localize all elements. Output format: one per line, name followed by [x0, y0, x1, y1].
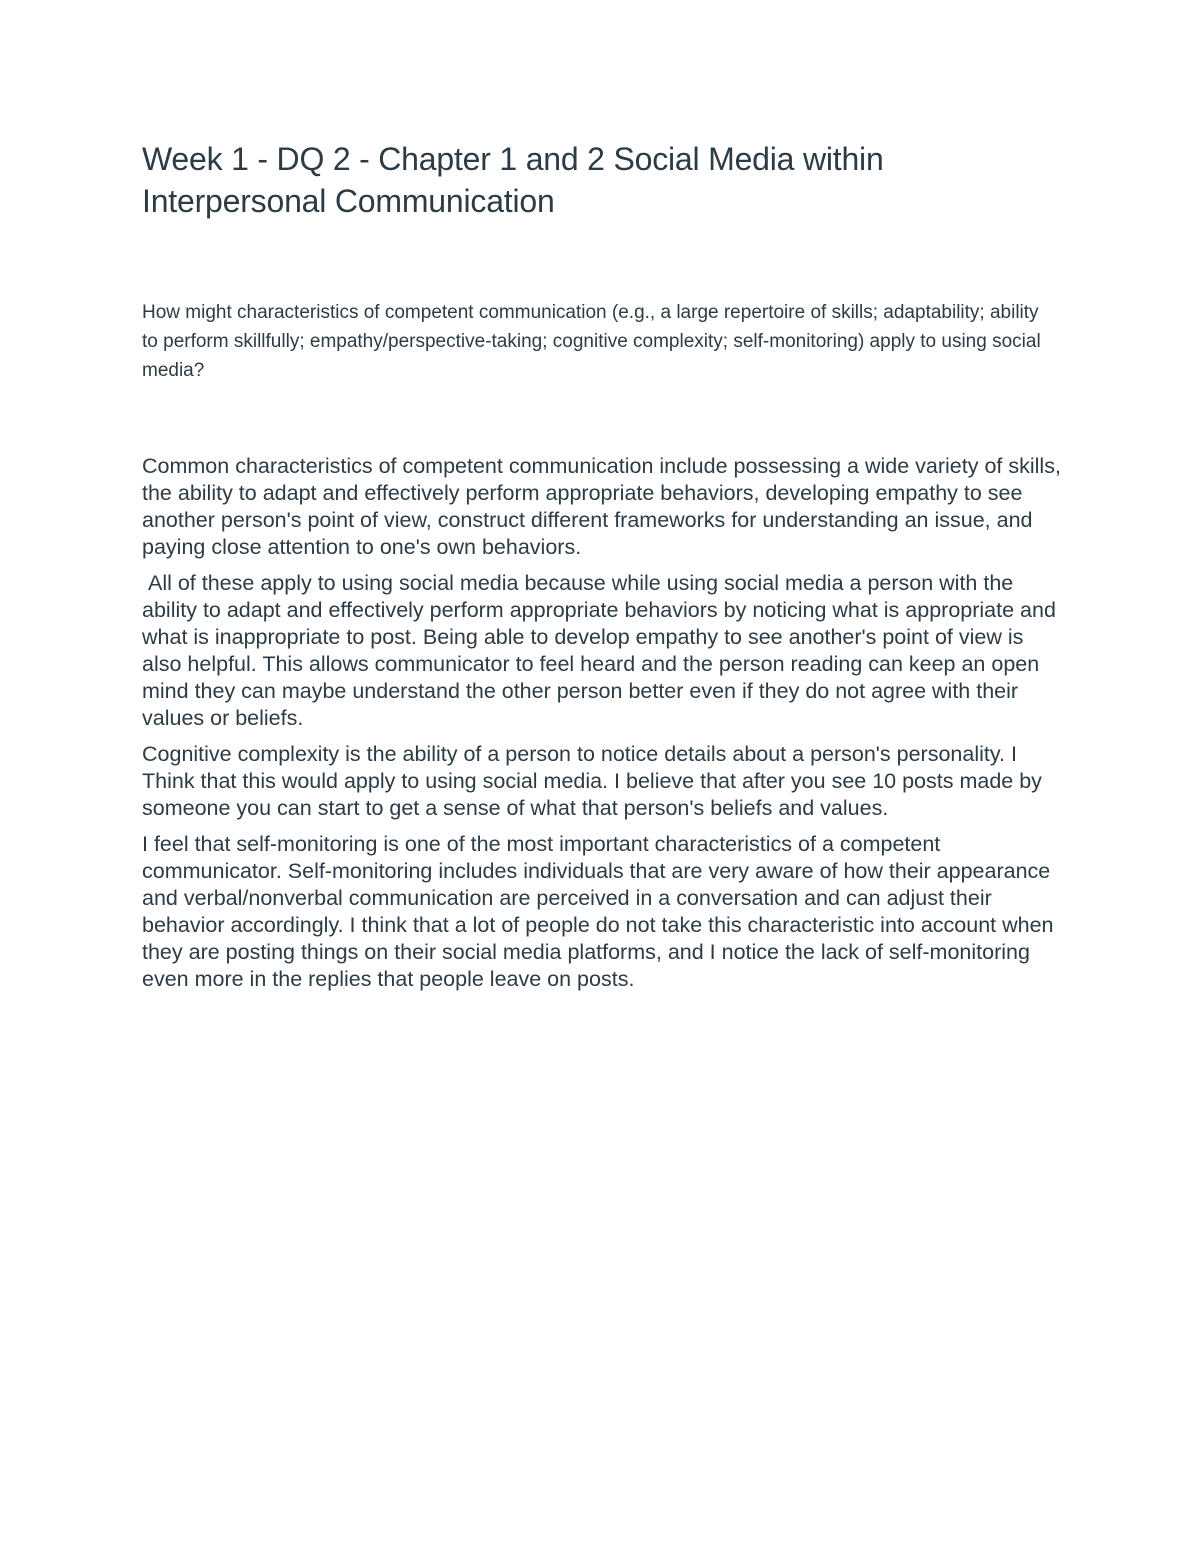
discussion-question: How might characteristics of competent communication (e.g., a large repertoire of skills; adaptability; ability to perform skillfully; empathy/perspective-taking; cognitive complexity; self-monitoring) apply to using social media?: [142, 302, 1041, 381]
document-title: Week 1 - DQ 2 - Chapter 1 and 2 Social Media within Interpersonal Communication: [142, 141, 884, 219]
answer-paragraph-4: I feel that self-monitoring is one of the most important characteristics of a competent communicator. Self-monitoring includes individuals that are very aware of how their appearance and verbal/nonverbal communication are perceived in a conversation and can adjust their behavior accordingly. I think that a lot of people do not take this characteristic into account when they are posting things on their social media platforms, and I notice the lack of self-monitoring even more in the replies that people leave on posts.: [142, 832, 1054, 991]
answer-paragraph-1: Common characteristics of competent communication include possessing a wide variety of skills, the ability to adapt and effectively perform appropriate behaviors, developing empathy to see another person's point of view, construct different frameworks for understanding an issue, and paying close attention to one's own behaviors.: [142, 454, 1067, 559]
answer-paragraph-2: All of these apply to using social media because while using social media a person with the ability to adapt and effectively perform appropriate behaviors by noticing what is appropriate and what is inappropriate to post. Being able to develop empathy to see another's point of view is also helpful. This allows communicator to feel heard and the person reading can keep an open mind they can maybe understand the other person better even if they do not agree with their values or beliefs.: [142, 571, 1062, 730]
answer-paragraph-3: Cognitive complexity is the ability of a person to notice details about a person's personality. I Think that this would apply to using social media. I believe that after you see 10 posts made by someone you can start to get a sense of what that person's beliefs and values.: [142, 742, 1042, 820]
document-content: [142, 138, 1067, 993]
